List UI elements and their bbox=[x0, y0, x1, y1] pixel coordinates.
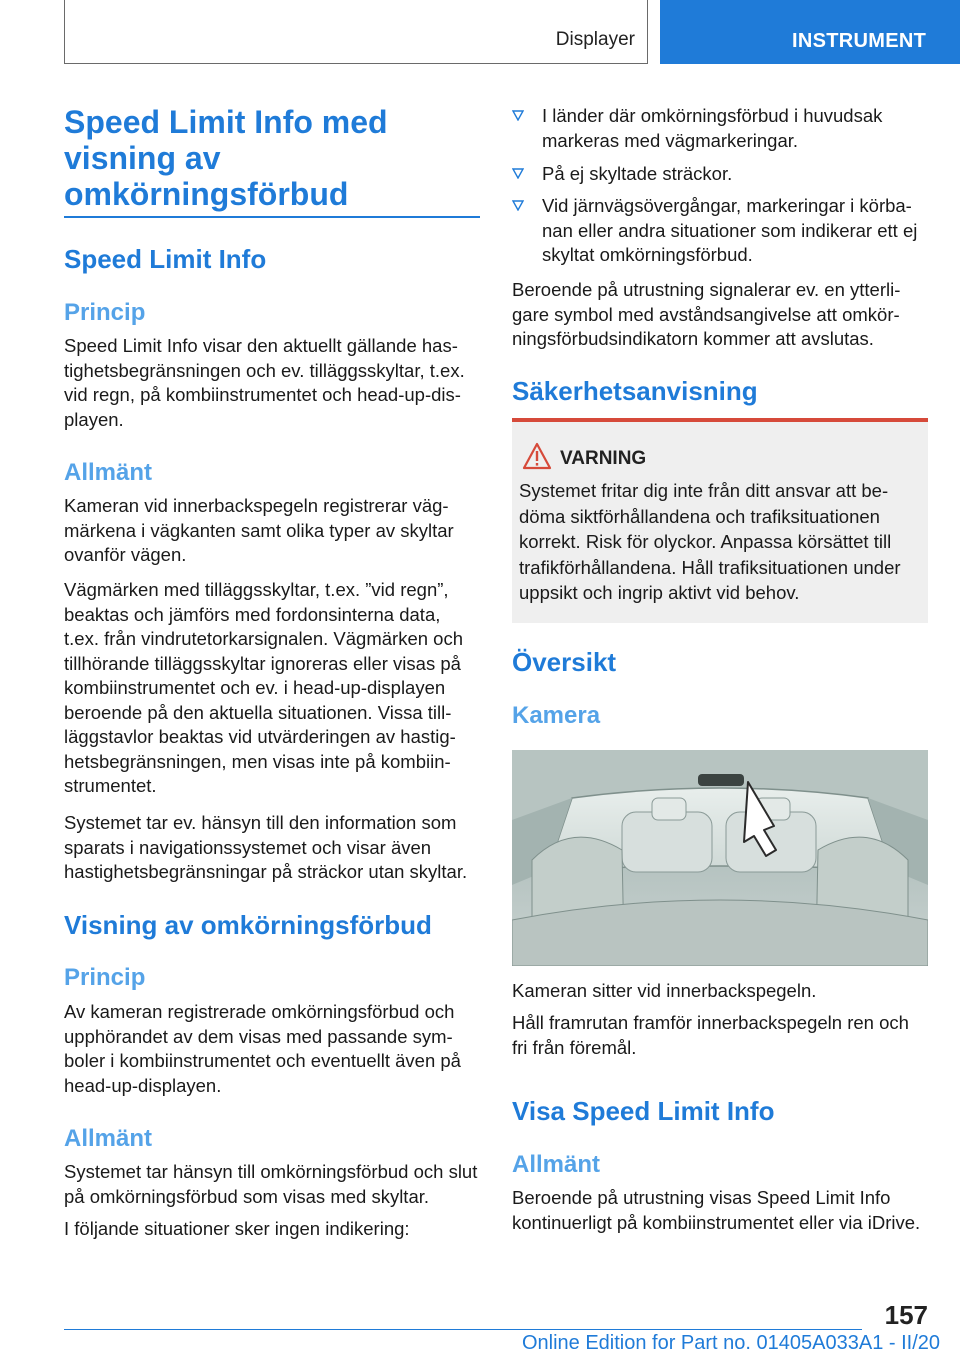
triangle-bullet-icon bbox=[512, 167, 524, 179]
paragraph-kamera-2: Håll framrutan framför innerbackspegeln ren och fri från föremål. bbox=[512, 1012, 909, 1058]
list-item bbox=[512, 104, 928, 153]
heading-oversikt: Översikt bbox=[512, 647, 617, 677]
heading-kamera: Kamera bbox=[512, 702, 601, 729]
paragraph-allmant-2: Vägmärken med tilläggsskyltar, t.ex. ”vid regn”, beaktas och jämförs med fordonsinterna data, t.ex. från vindrutetorkarsignalen. Vägmärken och tillhörande tilläggsskyltar ignoreras eller visas på kombiinstrumentet och ev. i head-up-displayen beroende på den aktuella situationen. Vissa till-läggstavlor beaktas vid utvärderingen av hastig-hetsbegränsningen, men visas inte på kombiin-strumentet. bbox=[64, 579, 463, 796]
heading-visning: Visning av omkörningsförbud bbox=[64, 910, 432, 940]
page-number: 157 bbox=[884, 1300, 928, 1330]
heading-princip-2: Princip bbox=[64, 964, 146, 991]
heading-allmant: Allmänt bbox=[64, 459, 153, 486]
chapter-label: INSTRUMENT bbox=[792, 30, 927, 52]
warning-label: VARNING bbox=[560, 448, 647, 469]
camera-illustration bbox=[512, 750, 928, 966]
paragraph-kamera-1: Kameran sitter vid innerbackspegeln. bbox=[512, 980, 817, 1001]
header-section-tab bbox=[64, 0, 648, 64]
paragraph-allmant-2b: I följande situationer sker ingen indikering: bbox=[64, 1218, 410, 1239]
section-label: Displayer bbox=[555, 29, 635, 50]
list-item-text: I länder där omkörningsförbud i huvudsak markeras med vägmarkeringar. bbox=[542, 105, 883, 151]
title-divider bbox=[64, 216, 480, 218]
paragraph-princip: Speed Limit Info visar den aktuellt gällande has-tighetsbegränsningen och ev. tilläggsskyltar, t.ex. vid regn, på kombiinstrumentet och head-up-dis-playen. bbox=[64, 335, 465, 430]
warning-box bbox=[512, 418, 928, 623]
triangle-bullet-icon bbox=[512, 109, 524, 121]
list-item bbox=[512, 162, 928, 187]
paragraph-beroende: Beroende på utrustning signalerar ev. en ytterli-gare symbol med avståndsangivelse att omkör-ningsförbudsindikatorn kommer att avslutas. bbox=[512, 279, 901, 349]
paragraph-allmant-1: Kameran vid innerbackspegeln registrerar väg-märkena i vägkanten samt olika typer av skyltar ovanför vägen. bbox=[64, 495, 454, 565]
header-chapter-tab bbox=[660, 0, 960, 64]
heading-princip: Princip bbox=[64, 299, 146, 326]
heading-allmant-3: Allmänt bbox=[512, 1151, 601, 1178]
paragraph-princip-2: Av kameran registrerade omkörningsförbud och upphörandet av dem visas med passande sym-boler i kombiinstrumentet och eventuellt även på head-up-displayen. bbox=[64, 1001, 461, 1096]
warning-text: Systemet fritar dig inte från ditt ansvar att be-döma siktförhållandena och trafiksituationen korrekt. Risk för olyckor. Anpassa körsättet till trafikförhållandena. Håll trafiksituationen under uppsikt och ingrip aktivt vid behov. bbox=[519, 480, 901, 603]
list-item bbox=[512, 194, 928, 268]
heading-speed-limit-info: Speed Limit Info bbox=[64, 244, 267, 274]
heading-sakerhetsanvisning: Säkerhetsanvisning bbox=[512, 376, 758, 406]
page-title: Speed Limit Info med visning av omkörningsförbud bbox=[64, 104, 388, 212]
paragraph-allmant-2a: Systemet tar hänsyn till omkörningsförbud och slut på omkörningsförbud som visas med skyltar. bbox=[64, 1161, 478, 1207]
paragraph-allmant-3: Systemet tar ev. hänsyn till den information som sparats i navigationssystemet och visar även hastighetsbegränsningar på sträckor utan skyltar. bbox=[64, 812, 468, 882]
warning-triangle-icon bbox=[522, 442, 552, 470]
triangle-bullet-icon bbox=[512, 199, 524, 211]
heading-visa-speed-limit-info: Visa Speed Limit Info bbox=[512, 1096, 775, 1126]
paragraph-allmant-3: Beroende på utrustning visas Speed Limit Info kontinuerligt på kombiinstrumentet eller via iDrive. bbox=[512, 1187, 921, 1233]
list-item-text: Vid järnvägsövergångar, markeringar i körba-nan eller andra situationer som indikerar ett ej skyltat omkörningsförbud. bbox=[542, 195, 918, 265]
heading-allmant-2: Allmänt bbox=[64, 1125, 153, 1152]
footer-edition: Online Edition for Part no. 01405A033A1 - II/20 bbox=[521, 1332, 940, 1354]
footer-divider bbox=[64, 1329, 862, 1330]
list-item-text: På ej skyltade sträckor. bbox=[542, 163, 733, 184]
